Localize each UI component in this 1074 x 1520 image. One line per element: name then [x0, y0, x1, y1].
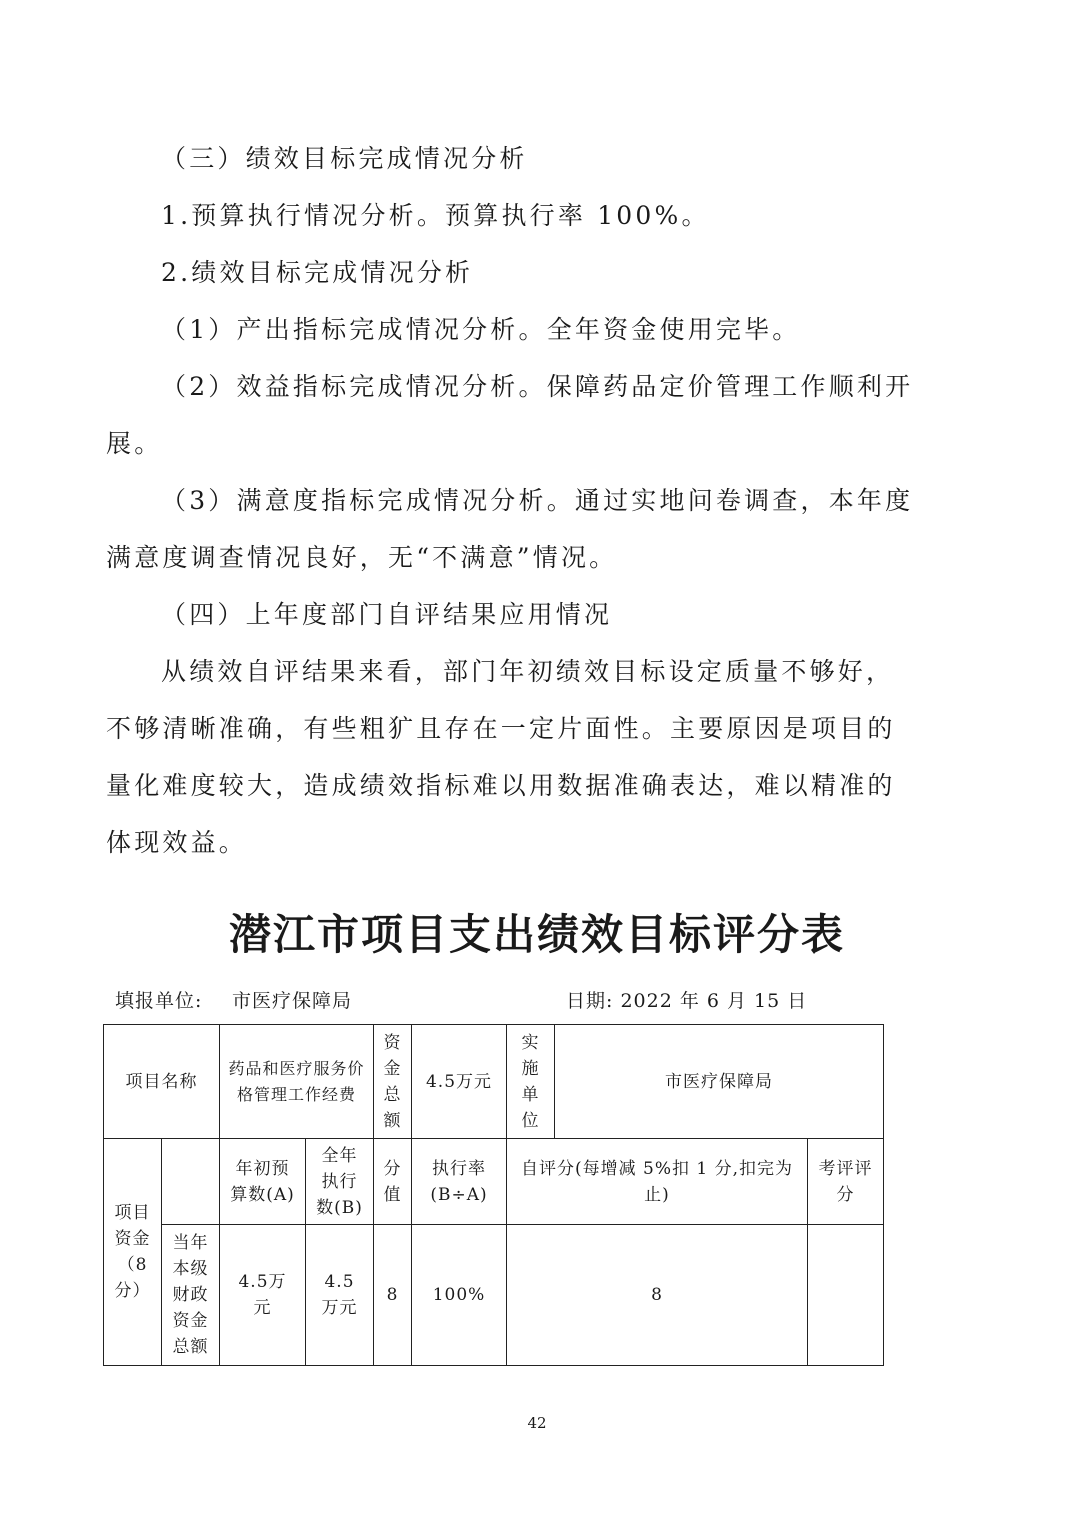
empty-header-cell — [162, 1139, 220, 1225]
self-eval-value-cell — [507, 1225, 808, 1366]
heading-section-4: （四）上年度部门自评结果应用情况 — [161, 600, 613, 629]
budget-value: 4.5万元 — [238, 1272, 287, 1318]
executed-header-cell — [306, 1139, 374, 1225]
paragraph-self-evaluation: 从绩效自评结果来看，部门年初绩效目标设定质量不够好，不够清晰准确，有些粗犷且存在一定片面性。主要原因是项目的量化难度较大，造成绩效指标难以用数据准确表达，难以精准的体现效益。 — [106, 657, 896, 857]
project-name-label-cell — [104, 1025, 220, 1139]
fund-total-label-cell — [374, 1025, 412, 1139]
performance-score-table — [103, 1024, 884, 1366]
executed-value: 4.5万元 — [321, 1272, 358, 1318]
project-fund-section-cell — [104, 1139, 162, 1366]
page-number: 42 — [527, 1414, 547, 1432]
project-name-value-cell — [220, 1025, 374, 1139]
paragraph-benefit-indicator: （2）效益指标完成情况分析。保障药品定价管理工作顺利开展。 — [106, 372, 914, 458]
fund-total-label: 资金总额 — [383, 1032, 402, 1131]
row-label: 当年本级财政资金总额 — [172, 1233, 209, 1357]
heading-section-3: （三）绩效目标完成情况分析 — [161, 144, 528, 173]
self-eval-header: 自评分(每增减 5%扣 1 分,扣完为止) — [520, 1158, 794, 1205]
impl-unit-label: 实施单位 — [521, 1032, 540, 1131]
score-value-cell — [374, 1225, 412, 1366]
score-header: 分值 — [383, 1158, 402, 1205]
self-eval-value: 8 — [651, 1285, 663, 1305]
report-date: 日期: 2022 年 6 月 15 日 — [566, 990, 808, 1012]
executed-header: 全年执行数(B) — [316, 1145, 363, 1218]
rate-header-cell — [412, 1139, 507, 1225]
fund-total-value-cell — [412, 1025, 507, 1139]
table-row-fund — [104, 1225, 884, 1366]
impl-unit-value-cell — [555, 1025, 884, 1139]
impl-unit-value: 市医疗保障局 — [665, 1071, 773, 1092]
project-name-label: 项目名称 — [125, 1071, 198, 1092]
executed-value-cell — [306, 1225, 374, 1366]
fill-unit-label: 填报单位: — [115, 990, 203, 1012]
project-fund-section-label: 项目资金（8分） — [114, 1203, 151, 1301]
paragraph-satisfaction-indicator: （3）满意度指标完成情况分析。通过实地问卷调查，本年度满意度调查情况良好，无“不满意”情况。 — [106, 486, 914, 572]
paragraph-budget-execution: 1.预算执行情况分析。预算执行率 100%。 — [161, 201, 710, 230]
budget-header: 年初预算数(A) — [230, 1158, 295, 1205]
table-row-project — [104, 1025, 884, 1139]
rate-header: 执行率(B÷A) — [430, 1158, 488, 1205]
review-header: 考评评分 — [818, 1158, 873, 1205]
rate-value-cell — [412, 1225, 507, 1366]
budget-header-cell — [220, 1139, 306, 1225]
row-label-cell — [162, 1225, 220, 1366]
self-eval-header-cell — [507, 1139, 808, 1225]
table-row-headers — [104, 1139, 884, 1225]
fill-unit-value: 市医疗保障局 — [232, 990, 353, 1012]
paragraph-output-indicator: （1）产出指标完成情况分析。全年资金使用完毕。 — [161, 315, 801, 344]
score-header-cell — [374, 1139, 412, 1225]
impl-unit-label-cell — [507, 1025, 555, 1139]
fund-total-value: 4.5万元 — [425, 1071, 493, 1092]
rate-value: 100% — [432, 1285, 486, 1305]
project-name-value: 药品和医疗服务价格管理工作经费 — [228, 1058, 365, 1104]
score-value: 8 — [386, 1285, 399, 1305]
table-title: 潜江市项目支出绩效目标评分表 — [228, 910, 845, 959]
paragraph-goal-analysis: 2.绩效目标完成情况分析 — [161, 258, 474, 287]
budget-value-cell — [220, 1225, 306, 1366]
review-value-cell — [808, 1225, 884, 1366]
review-header-cell — [808, 1139, 884, 1225]
